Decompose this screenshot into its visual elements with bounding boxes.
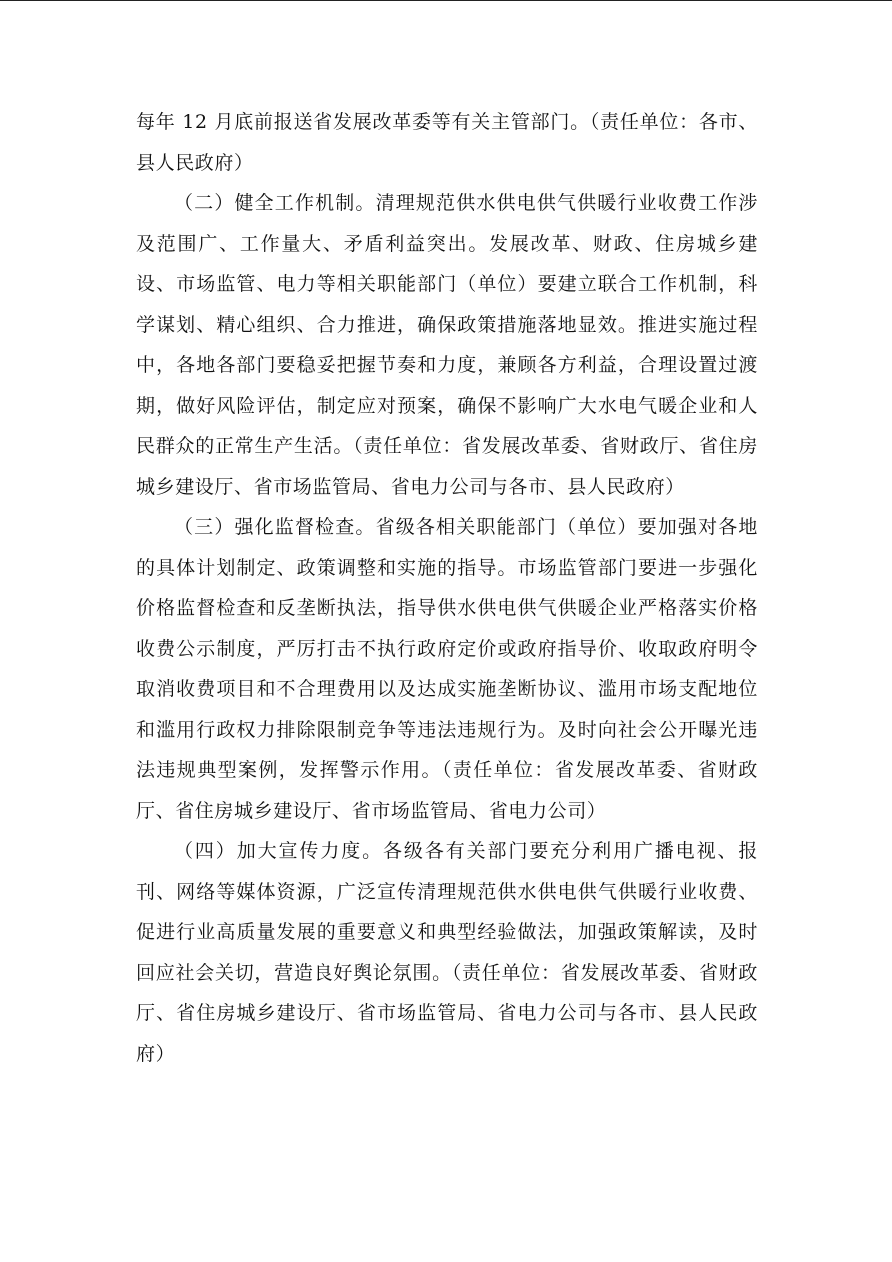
paragraph-work-mechanism: （二）健全工作机制。清理规范供水供电供气供暖行业收费工作涉及范围广、工作量大、矛盾利益突出。发展改革、财政、住房城乡建设、市场监管、电力等相关职能部门（单位）要建立联合工作机制，科学谋划、精心组织、合力推进，确保政策措施落地显效。推进实施过程中，各地各部门要稳妥把握节奏和力度，兼顾各方利益，合理设置过渡期，做好风险评估，制定应对预案，确保不影响广大水电气暖企业和人民群众的正常生产生活。（责任单位：省发展改革委、省财政厅、省住房城乡建设厅、省市场监管局、省电力公司与各市、县人民政府）: [136, 192, 758, 498]
paragraph-continuation: 每年 12 月底前报送省发展改革委等有关主管部门。（责任单位：各市、县人民政府）: [136, 111, 758, 174]
paragraph-publicity: （四）加大宣传力度。各级各有关部门要充分利用广播电视、报刊、网络等媒体资源，广泛宣传清理规范供水供电供气供暖行业收费、促进行业高质量发展的重要意义和典型经验做法，加强政策解读，及时回应社会关切，营造良好舆论氛围。（责任单位：省发展改革委、省财政厅、省住房城乡建设厅、省市场监管局、省电力公司与各市、县人民政府）: [136, 840, 758, 1065]
document-body: [136, 102, 758, 1074]
paragraph-supervision: （三）强化监督检查。省级各相关职能部门（单位）要加强对各地的具体计划制定、政策调整和实施的指导。市场监管部门要进一步强化价格监督检查和反垄断执法，指导供水供电供气供暖企业严格落实价格收费公示制度，严厉打击不执行政府定价或政府指导价、收取政府明令取消收费项目和不合理费用以及达成实施垄断协议、滥用市场支配地位和滥用行政权力排除限制竞争等违法违规行为。及时向社会公开曝光违法违规典型案例，发挥警示作用。（责任单位：省发展改革委、省财政厅、省住房城乡建设厅、省市场监管局、省电力公司）: [136, 516, 758, 822]
top-border-rule: [0, 0, 892, 1]
